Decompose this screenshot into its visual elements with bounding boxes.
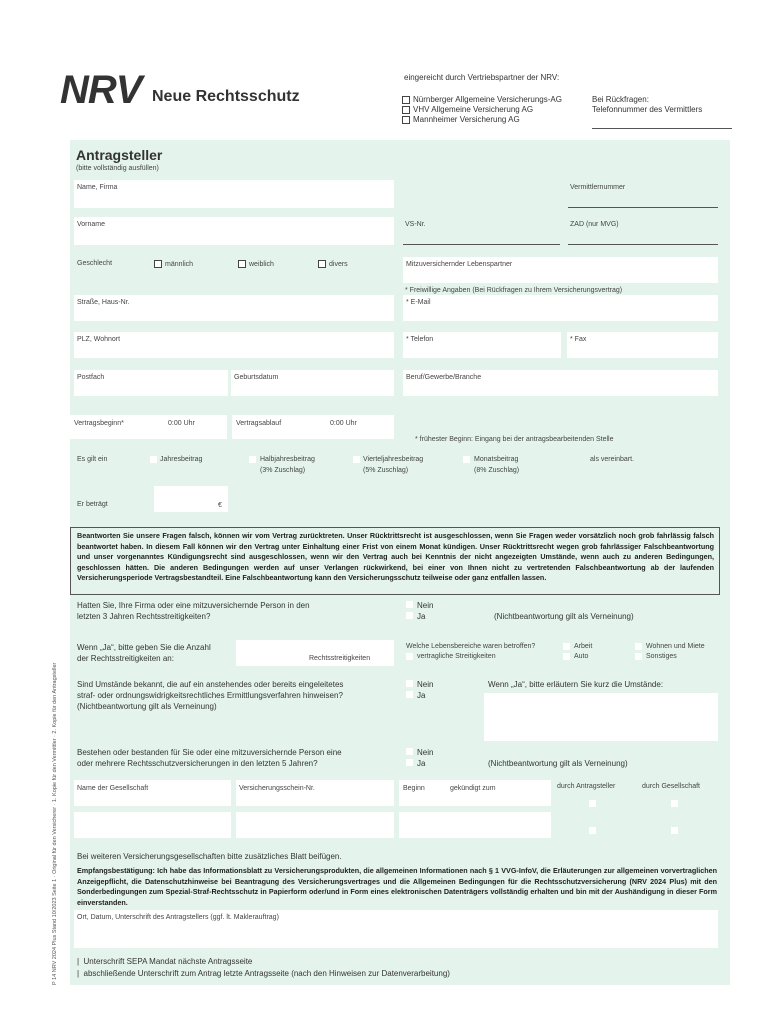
- checkbox-icon[interactable]: [238, 260, 246, 268]
- contract-start-time: 0:00 Uhr: [168, 420, 195, 427]
- signature-label: Ort, Datum, Unterschrift des Antragstellers (ggf. lt. Maklerauftrag): [77, 914, 279, 921]
- firstname-label: Vorname: [77, 221, 106, 228]
- work-label: Arbeit: [574, 643, 593, 650]
- gender-male[interactable]: männlich: [154, 260, 193, 268]
- cancelled-label: gekündigt zum: [450, 785, 496, 792]
- firstname-field[interactable]: [74, 217, 394, 245]
- half-checkbox[interactable]: [249, 456, 256, 463]
- questions-label: Bei Rückfragen:: [592, 95, 649, 104]
- q1-no-label: Nein: [417, 601, 434, 610]
- birthdate-label: Geburtsdatum: [234, 374, 279, 381]
- quarter-checkbox[interactable]: [353, 456, 360, 463]
- explain-label: Wenn „Ja“, bitte erläutern Sie kurz die Umstände:: [488, 680, 664, 689]
- email-field[interactable]: [403, 295, 718, 321]
- q4-yes-label: Ja: [417, 759, 426, 768]
- company-label: Name der Gesellschaft: [77, 785, 149, 792]
- partner-3[interactable]: Mannheimer Versicherung AG: [402, 115, 520, 124]
- dates-field-1[interactable]: [399, 780, 551, 806]
- phone-label: * Telefon: [406, 336, 434, 343]
- partner-1[interactable]: Nürnberger Allgemeine Versicherungs-AG: [402, 95, 562, 104]
- co-insured-label: Mitzuversichernder Lebenspartner: [406, 261, 513, 268]
- submitted-via: eingereicht durch Vertriebspartner der NRV:: [404, 73, 560, 82]
- by-company-label: durch Gesellschaft: [642, 783, 700, 790]
- q4-non-answer: (Nichtbeantwortung gilt als Verneinung): [488, 759, 628, 768]
- contract-start-field[interactable]: [70, 415, 227, 439]
- q3-yes-checkbox[interactable]: [406, 691, 413, 698]
- fax-field[interactable]: [567, 332, 718, 358]
- half-label: Halbjahresbeitrag: [260, 456, 315, 463]
- q1-no-checkbox[interactable]: [406, 601, 413, 608]
- broker-no-label: Vermittlernummer: [570, 184, 626, 191]
- divider: [592, 128, 732, 129]
- q4-yes-checkbox[interactable]: [406, 759, 413, 766]
- other-checkbox[interactable]: [635, 653, 642, 660]
- policy-field-1[interactable]: [236, 780, 394, 806]
- q2-line-1: Wenn „Ja“, bitte geben Sie die Anzahl: [77, 643, 211, 652]
- q1-yes-label: Ja: [417, 612, 426, 621]
- q3-no-checkbox[interactable]: [406, 680, 413, 687]
- by-company-checkbox-2[interactable]: [671, 827, 678, 834]
- section-title: Antragsteller: [76, 147, 163, 163]
- gender-female[interactable]: weiblich: [238, 260, 274, 268]
- dates-field-2[interactable]: [399, 812, 551, 838]
- contract-start-label: Vertragsbeginn*: [74, 420, 124, 427]
- vs-no-label: VS-Nr.: [405, 221, 426, 228]
- voluntary-note: * Freiwillige Angaben (Bei Rückfragen zu Ihrem Versicherungsvertrag): [405, 287, 623, 294]
- by-company-checkbox-1[interactable]: [671, 800, 678, 807]
- q3-line-3: (Nichtbeantwortung gilt als Verneinung): [77, 702, 217, 711]
- by-applicant-label: durch Antragsteller: [557, 783, 616, 790]
- logo-subtitle: Neue Rechtsschutz: [152, 88, 300, 105]
- warning-text: Beantworten Sie unsere Fragen falsch, können wir vom Vertrag zurücktreten. Unser Rücktrittsrecht ist ausgeschlossen, wenn Sie Fragen weder vorsätzlich noch grob fahrlässig falsch beantwortet haben. In diesem Fall können wir den Vertrag unter Einhaltung einer Frist von einem Monat kündigen. Unser Rücktrittsrecht wegen grob fahrlässiger Falschbeantwortung und unser vorgenanntes Kündigungsrecht sind ausgeschlossen, wenn wir den Vertrag auch bei Kenntnis der nicht angezeigten Umstände, wenn auch zu anderen Bedingungen, geschlossen hätten. Die anderen Bedingungen werden auf unser Verlangen rückwirkend, bei einer von Ihnen nicht zu vertretenden Falschbeantwortung ab der laufenden Versicherungsperiode Vertragsbestandteil. Eine Falschbeantwortung kann den Versicherungsschutz teilweise oder ganz entfallen lassen.: [77, 531, 714, 582]
- sepa-note: | Unterschrift SEPA Mandat nächste Antragsseite: [77, 957, 253, 966]
- contract-end-field[interactable]: [232, 415, 394, 439]
- q4-line-2: oder mehrere Rechtsschutzversicherungen in den letzten 5 Jahren?: [77, 759, 318, 768]
- po-box-label: Postfach: [77, 374, 105, 381]
- zad-field[interactable]: [568, 244, 718, 245]
- begin-label: Beginn: [403, 785, 425, 792]
- profession-label: Beruf/Gewerbe/Branche: [406, 374, 482, 381]
- by-applicant-checkbox-1[interactable]: [589, 800, 596, 807]
- housing-checkbox[interactable]: [635, 643, 642, 650]
- car-checkbox[interactable]: [563, 653, 570, 660]
- explain-field[interactable]: [484, 693, 718, 741]
- q3-yes-label: Ja: [417, 691, 426, 700]
- earliest-note: * frühester Beginn: Eingang bei der antragsbearbeitenden Stelle: [415, 436, 614, 443]
- street-label: Straße, Haus-Nr.: [77, 299, 130, 306]
- section-subtitle: (bitte vollständig ausfüllen): [76, 165, 159, 172]
- checkbox-icon[interactable]: [154, 260, 162, 268]
- policy-field-2[interactable]: [236, 812, 394, 838]
- checkbox-icon[interactable]: [402, 106, 410, 114]
- quarter-label: Vierteljahresbeitrag: [363, 456, 424, 463]
- monthly-label: Monatsbeitrag: [474, 456, 519, 463]
- q4-line-1: Bestehen oder bestanden für Sie oder eine mitzuversichernde Person eine: [77, 748, 342, 757]
- q2-line-2: der Rechtsstreitigkeiten an:: [77, 654, 174, 663]
- contract-disputes-label: vertragliche Streitigkeiten: [417, 653, 496, 660]
- side-note: P 14 NRV 2024 Plus Stand 10/2023 Seite 1 · Original für den Versicherer · 1. Kopie für den Vermittler · 2. Kopie für den Antragsteller: [52, 662, 58, 985]
- housing-label: Wohnen und Miete: [646, 643, 705, 650]
- checkbox-icon[interactable]: [402, 116, 410, 124]
- amount-field[interactable]: [154, 486, 228, 512]
- other-label: Sonstiges: [646, 653, 677, 660]
- annual-checkbox[interactable]: [150, 456, 157, 463]
- checkbox-icon[interactable]: [402, 96, 410, 104]
- checkbox-icon[interactable]: [318, 260, 326, 268]
- monthly-surcharge: (8% Zuschlag): [474, 467, 520, 474]
- contract-end-label: Vertragsablauf: [236, 420, 282, 427]
- areas-label: Welche Lebensbereiche waren betroffen?: [406, 643, 536, 650]
- by-applicant-checkbox-2[interactable]: [589, 827, 596, 834]
- email-label: * E-Mail: [406, 299, 431, 306]
- broker-no-field[interactable]: [568, 207, 718, 208]
- q3-line-1: Sind Umstände bekannt, die auf ein anstehendes oder bereits eingeleitetes: [77, 680, 344, 689]
- name-field[interactable]: [74, 180, 394, 208]
- company-field-1[interactable]: [74, 780, 231, 806]
- amount-label: Er beträgt: [77, 501, 108, 508]
- contract-end-time: 0:00 Uhr: [330, 420, 357, 427]
- final-note: | abschließende Unterschrift zum Antrag letzte Antragsseite (nach den Hinweisen zur Datenverarbeitung): [77, 969, 450, 978]
- work-checkbox[interactable]: [563, 643, 570, 650]
- vs-no-field[interactable]: [403, 244, 560, 245]
- receipt-text: Empfangsbestätigung: Ich habe das Informationsblatt zu Versicherungsprodukten, die allgemeinen Informationen nach § 1 VVG-InfoV, die Erläuterungen zur allgemeinen vorvertraglichen Anzeigepflicht, die Datenschutzhinweise bei Beantragung des Versicherungsvertrages und die Allgemeinen Bedingungen für die Rechtsschutzversicherung (NRV 2024 Plus) mit den Sonderbedingungen zum Spezial-Straf-Rechtsschutz in Papierform oder/und in Form eines elektronischen Datenträgers vollständig erhalten und bin mit der Aushändigung in dieser Form einverstanden.: [77, 866, 717, 907]
- zip-city-field[interactable]: [74, 332, 394, 358]
- gender-diverse[interactable]: divers: [318, 260, 348, 268]
- zad-label: ZAD (nur MVG): [570, 221, 619, 228]
- contract-disputes-checkbox[interactable]: [406, 653, 413, 660]
- gender-label: Geschlecht: [77, 260, 113, 267]
- policy-label: Versicherungsschein-Nr.: [239, 785, 315, 792]
- monthly-checkbox[interactable]: [463, 456, 470, 463]
- disputes-count-field[interactable]: [236, 640, 394, 666]
- questions-value: Telefonnummer des Vermittlers: [592, 105, 703, 114]
- annual-label: Jahresbeitrag: [160, 456, 203, 463]
- name-label: Name, Firma: [77, 184, 118, 191]
- company-field-2[interactable]: [74, 812, 231, 838]
- fax-label: * Fax: [570, 336, 587, 343]
- zip-city-label: PLZ, Wohnort: [77, 336, 121, 343]
- applies-label: Es gilt ein: [77, 456, 108, 463]
- q4-no-label: Nein: [417, 748, 434, 757]
- further-note: Bei weiteren Versicherungsgesellschaften bitte zusätzliches Blatt beifügen.: [77, 852, 342, 861]
- agreed-label: als vereinbart.: [590, 456, 634, 463]
- half-surcharge: (3% Zuschlag): [260, 467, 306, 474]
- currency-symbol: €: [218, 502, 222, 509]
- disputes-label: Rechtsstreitigkeiten: [309, 655, 371, 662]
- partner-2[interactable]: VHV Allgemeine Versicherung AG: [402, 105, 533, 114]
- q1-yes-checkbox[interactable]: [406, 612, 413, 619]
- q3-no-label: Nein: [417, 680, 434, 689]
- q3-line-2: straf- oder ordnungswidrigkeitsrechtliches Ermittlungsverfahren hinweisen?: [77, 691, 343, 700]
- car-label: Auto: [574, 653, 589, 660]
- q1-non-answer: (Nichtbeantwortung gilt als Verneinung): [494, 612, 634, 621]
- q4-no-checkbox[interactable]: [406, 748, 413, 755]
- quarter-surcharge: (5% Zuschlag): [363, 467, 409, 474]
- q1-line-2: letzten 3 Jahren Rechtsstreitigkeiten?: [77, 612, 211, 621]
- q1-line-1: Hatten Sie, Ihre Firma oder eine mitzuversichernde Person in den: [77, 601, 310, 610]
- nrv-logo: NRV: [60, 68, 142, 112]
